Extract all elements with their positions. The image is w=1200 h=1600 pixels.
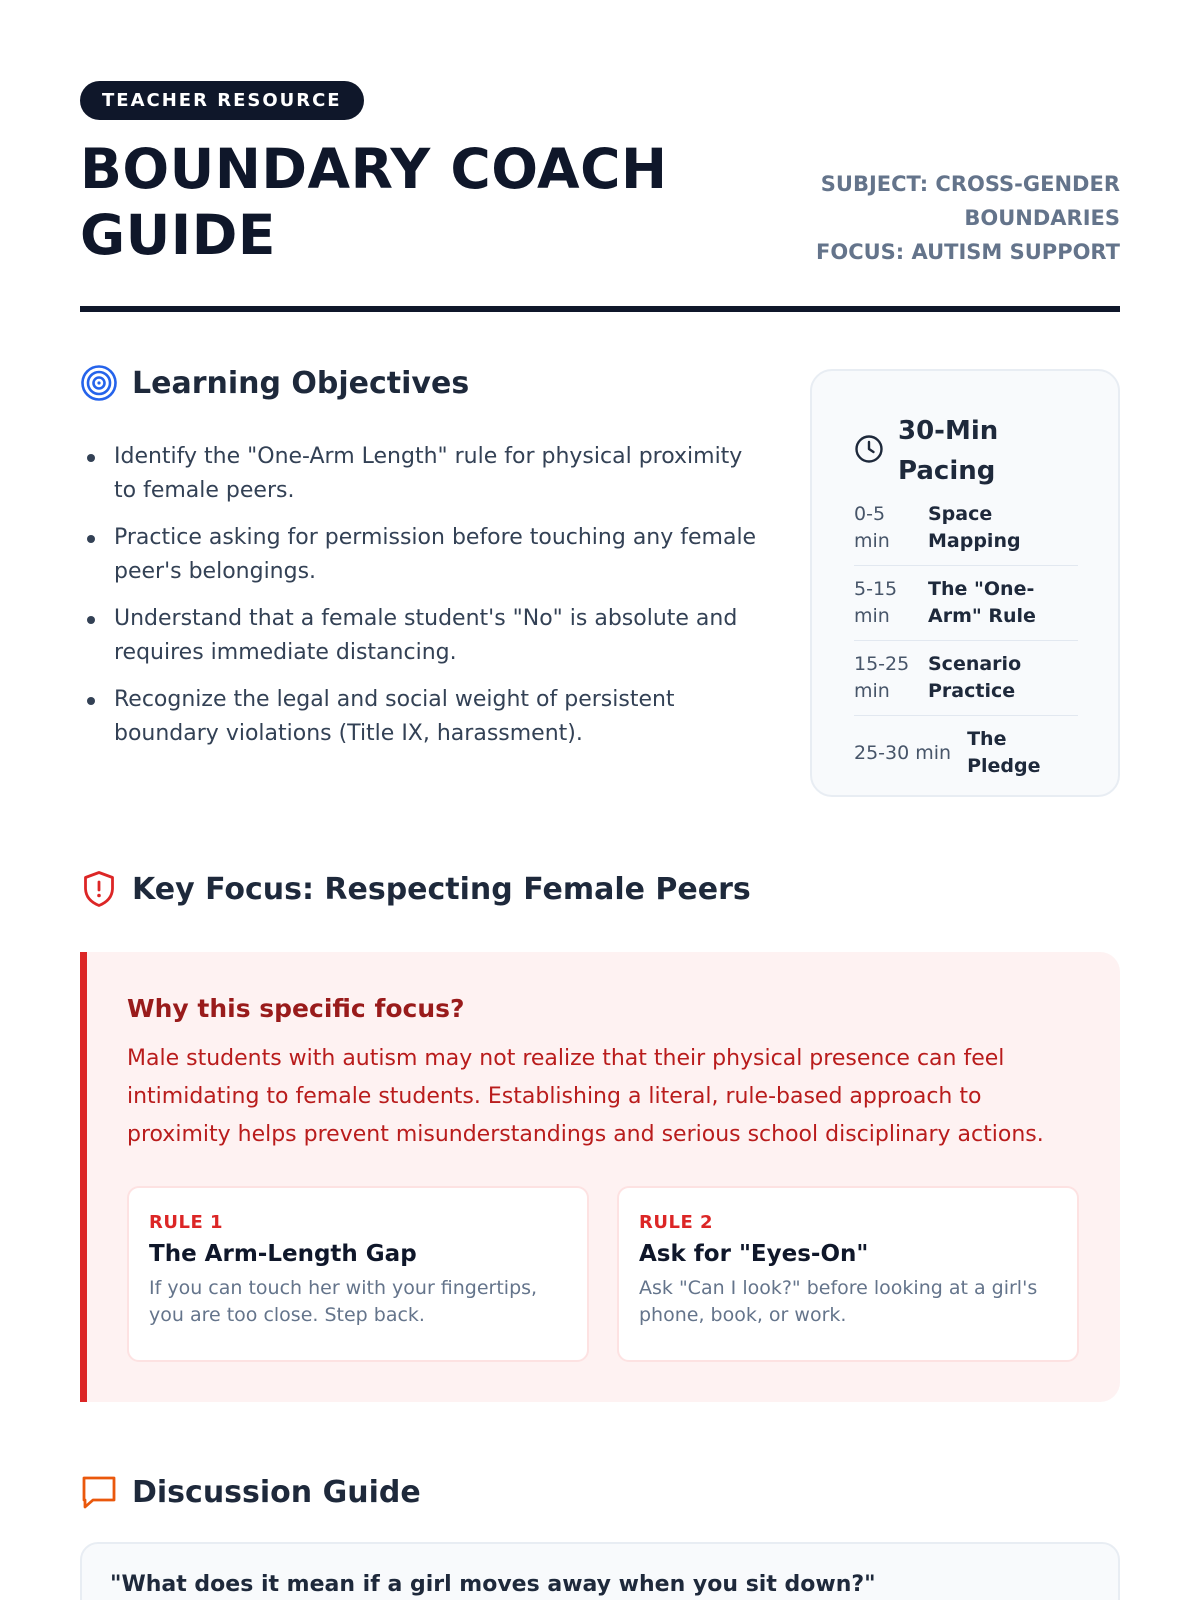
subject-label: SUBJECT: CROSS-GENDER BOUNDARIES bbox=[820, 172, 1120, 230]
pacing-title: 30-Min Pacing bbox=[898, 416, 999, 486]
target-icon bbox=[80, 364, 118, 402]
focus-label: FOCUS: AUTISM SUPPORT bbox=[816, 240, 1120, 264]
discussion-card bbox=[80, 1542, 1120, 1600]
pacing-header bbox=[854, 411, 1078, 491]
rule-description: Ask "Can I look?" before looking at a girl's phone, book, or work. bbox=[639, 1277, 1038, 1326]
objectives-heading-text: Learning Objectives bbox=[132, 365, 470, 401]
pacing-time: 0-5 min bbox=[854, 503, 890, 552]
key-focus-heading bbox=[80, 870, 751, 908]
pacing-row bbox=[854, 566, 1078, 641]
list-item: Identify the "One-Arm Length" rule for physical proximity to female peers. bbox=[80, 440, 760, 508]
pacing-time: 25-30 min bbox=[854, 741, 952, 764]
discussion-heading-text: Discussion Guide bbox=[132, 1474, 421, 1510]
page-title: BOUNDARY COACH GUIDE bbox=[80, 137, 668, 267]
discussion-question: "What does it mean if a girl moves away when you sit down?" bbox=[110, 1572, 876, 1597]
discussion-heading bbox=[80, 1473, 421, 1511]
guide-meta bbox=[780, 167, 1120, 269]
pacing-time: 15-25 min bbox=[854, 653, 910, 702]
key-focus-callout bbox=[80, 952, 1120, 1402]
rule-tag: RULE 1 bbox=[149, 1212, 224, 1233]
list-item: Recognize the legal and social weight of persistent boundary violations (Title IX, harassment). bbox=[80, 683, 760, 751]
objectives-heading bbox=[80, 364, 469, 402]
why-text: Male students with autism may not realize that their physical presence can feel intimidating to female students. Establishing a literal, rule-based approach to proximity helps prevent misunderstandings and serious school disciplinary actions. bbox=[127, 1046, 1044, 1147]
key-focus-heading-text: Key Focus: Respecting Female Peers bbox=[132, 871, 751, 907]
pacing-row bbox=[854, 641, 1078, 716]
pacing-label: The Pledge bbox=[967, 728, 1041, 777]
pacing-label: Scenario Practice bbox=[928, 653, 1022, 702]
pacing-card bbox=[810, 369, 1120, 797]
chat-bubble-icon bbox=[80, 1473, 118, 1511]
header-divider bbox=[80, 306, 1120, 312]
teacher-guide-page bbox=[80, 0, 1120, 1600]
why-title: Why this specific focus? bbox=[127, 994, 465, 1023]
resource-badge: TEACHER RESOURCE bbox=[80, 81, 364, 120]
pacing-row bbox=[854, 716, 1078, 790]
rule-name: The Arm-Length Gap bbox=[149, 1241, 417, 1267]
list-item: Understand that a female student's "No" is absolute and requires immediate distancing. bbox=[80, 602, 760, 670]
rule-tag: RULE 2 bbox=[639, 1212, 714, 1233]
rule-card bbox=[127, 1186, 589, 1362]
list-item: Practice asking for permission before touching any female peer's belongings. bbox=[80, 521, 760, 589]
rule-card bbox=[617, 1186, 1079, 1362]
pacing-label: The "One-Arm" Rule bbox=[928, 578, 1036, 627]
pacing-time: 5-15 min bbox=[854, 578, 898, 627]
pacing-label: Space Mapping bbox=[928, 503, 1021, 552]
objectives-list bbox=[80, 440, 760, 764]
shield-alert-icon bbox=[80, 870, 118, 908]
rule-description: If you can touch her with your fingertips, you are too close. Step back. bbox=[149, 1277, 538, 1326]
clock-icon bbox=[854, 434, 884, 469]
pacing-row bbox=[854, 491, 1078, 566]
rule-name: Ask for "Eyes-On" bbox=[639, 1241, 869, 1267]
